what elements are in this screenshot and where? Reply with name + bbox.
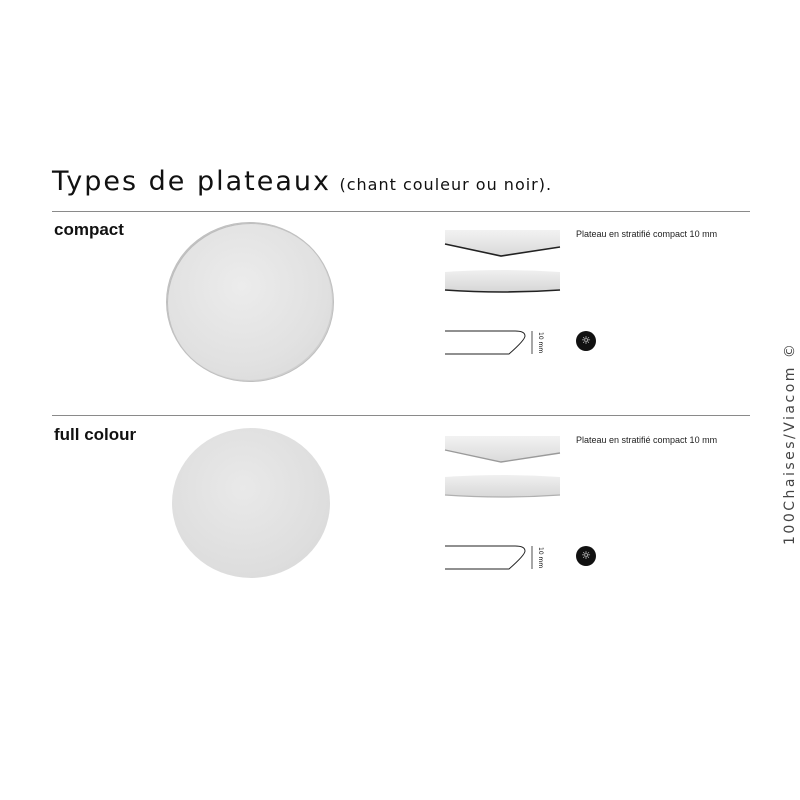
description-full-colour: Plateau en stratifié compact 10 mm — [576, 435, 718, 445]
page-title-main: Types de plateaux — [52, 166, 332, 197]
tabletop-disc-compact — [166, 222, 334, 382]
edge-view-top-compact — [443, 228, 563, 258]
section-label-compact: compact — [54, 220, 124, 239]
tabletop-disc-full-colour — [172, 428, 330, 578]
edge-view-top-full-colour — [443, 434, 563, 464]
page-title — [52, 166, 552, 197]
edge-profile-compact — [443, 328, 543, 358]
description-compact: Plateau en stratifié compact 10 mm — [576, 229, 718, 239]
sun-icon: ☼ — [576, 331, 596, 351]
thickness-label-full-colour: 10 mm — [537, 547, 544, 569]
edge-view-side-compact — [443, 268, 563, 296]
edge-profile-full-colour — [443, 543, 543, 573]
thickness-label-compact: 10 mm — [537, 332, 544, 354]
copyright-watermark: 100Chaises/Viacom © — [782, 341, 798, 545]
section-divider — [52, 415, 750, 416]
section-divider — [52, 211, 750, 212]
page-title-sub: (chant couleur ou noir). — [339, 175, 553, 194]
edge-view-side-full-colour — [443, 473, 563, 501]
sun-icon: ☼ — [576, 546, 596, 566]
section-label-full-colour: full colour — [54, 425, 137, 444]
